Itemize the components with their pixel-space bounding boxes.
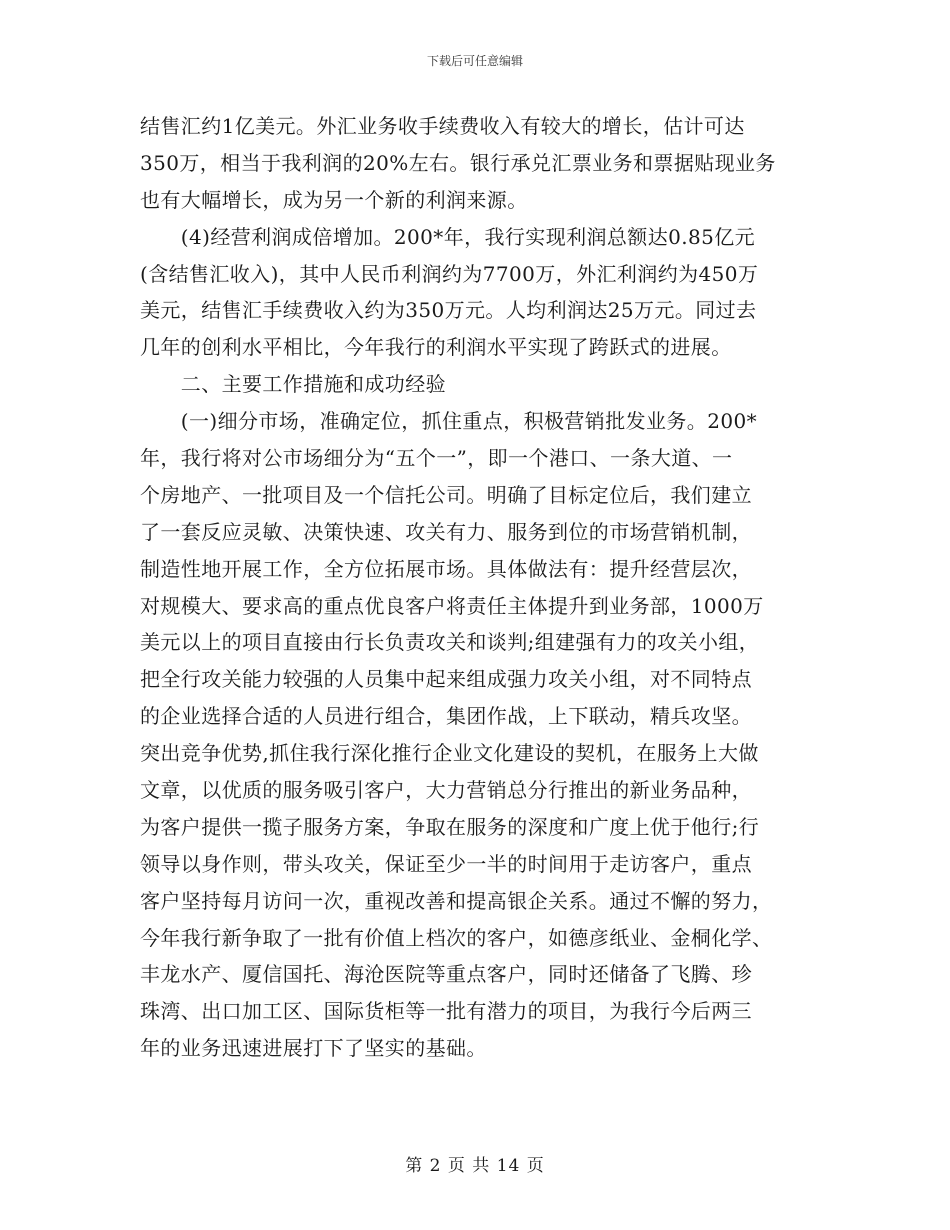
text-line: 珠湾、出口加工区、国际货柜等一批有潜力的项目，为我行今后两三 [140,999,752,1024]
document-body [140,108,812,1067]
text-line: 为客户提供一揽子服务方案，争取在服务的深度和广度上优于他行;行 [140,814,760,839]
text-line: (一)细分市场，准确定位，抓住重点，积极营销批发业务。200* [140,409,757,434]
text-line: (4)经营利润成倍增加。200*年，我行实现利润总额达0.85亿元 [140,224,756,249]
text-line: 对规模大、要求高的重点优良客户将责任主体提升到业务部，1000万 [140,593,764,618]
text-line: 个房地产、一批项目及一个信托公司。明确了目标定位后，我们建立 [140,482,752,507]
text-line: 今年我行新争取了一批有价值上档次的客户，如德彦纸业、金桐化学、 [140,925,773,950]
text-line: 350万，相当于我利润的20%左右。银行承兑汇票业务和票据贴现业务 [140,150,776,175]
text-line: 结售汇约1亿美元。外汇业务收手续费收入有较大的增长，估计可达 [140,114,745,138]
text-line: 美元以上的项目直接由行长负责攻关和谈判;组建强有力的攻关小组， [140,630,760,655]
text-line: 了一套反应灵敏、决策快速、攻关有力、服务到位的市场营销机制， [140,519,752,544]
page-number-footer: 第 2 页 共 14 页 [405,1156,545,1176]
section-heading: 二、主要工作措施和成功经验 [140,372,446,397]
text-line: 丰龙水产、厦信国托、海沧医院等重点客户，同时还储备了飞腾、珍 [140,962,752,987]
text-line: 也有大幅增长，成为另一个新的利润来源。 [140,187,528,212]
text-line: 美元，结售汇手续费收入约为350万元。人均利润达25万元。同过去 [140,298,757,323]
page-header: 下载后可任意编辑 [426,54,523,68]
text-line: 几年的创利水平相比，今年我行的利润水平实现了跨跃式的进展。 [140,335,732,360]
text-line: 领导以身作则，带头攻关，保证至少一半的时间用于走访客户，重点 [140,851,752,876]
text-line: 制造性地开展工作，全方位拓展市场。具体做法有：提升经营层次， [140,556,752,581]
text-line: 的企业选择合适的人员进行组合，集团作战，上下联动，精兵攻坚。 [140,704,752,729]
text-line: 文章，以优质的服务吸引客户，大力营销总分行推出的新业务品种， [140,778,752,803]
text-line: 年的业务迅速进展打下了坚实的基础。 [140,1036,487,1061]
text-line: (含结售汇收入)，其中人民币利润约为7700万，外汇利润约为450万 [140,261,759,286]
text-line: 客户坚持每月访问一次，重视改善和提高银企关系。通过不懈的努力， [140,888,773,913]
text-line: 年，我行将对公市场细分为“五个一”，即一个港口、一条大道、一 [140,446,733,471]
text-line: 把全行攻关能力较强的人员集中起来组成强力攻关小组，对不同特点 [140,667,752,692]
text-line: 突出竞争优势,抓住我行深化推行企业文化建设的契机，在服务上大做 [140,741,759,766]
